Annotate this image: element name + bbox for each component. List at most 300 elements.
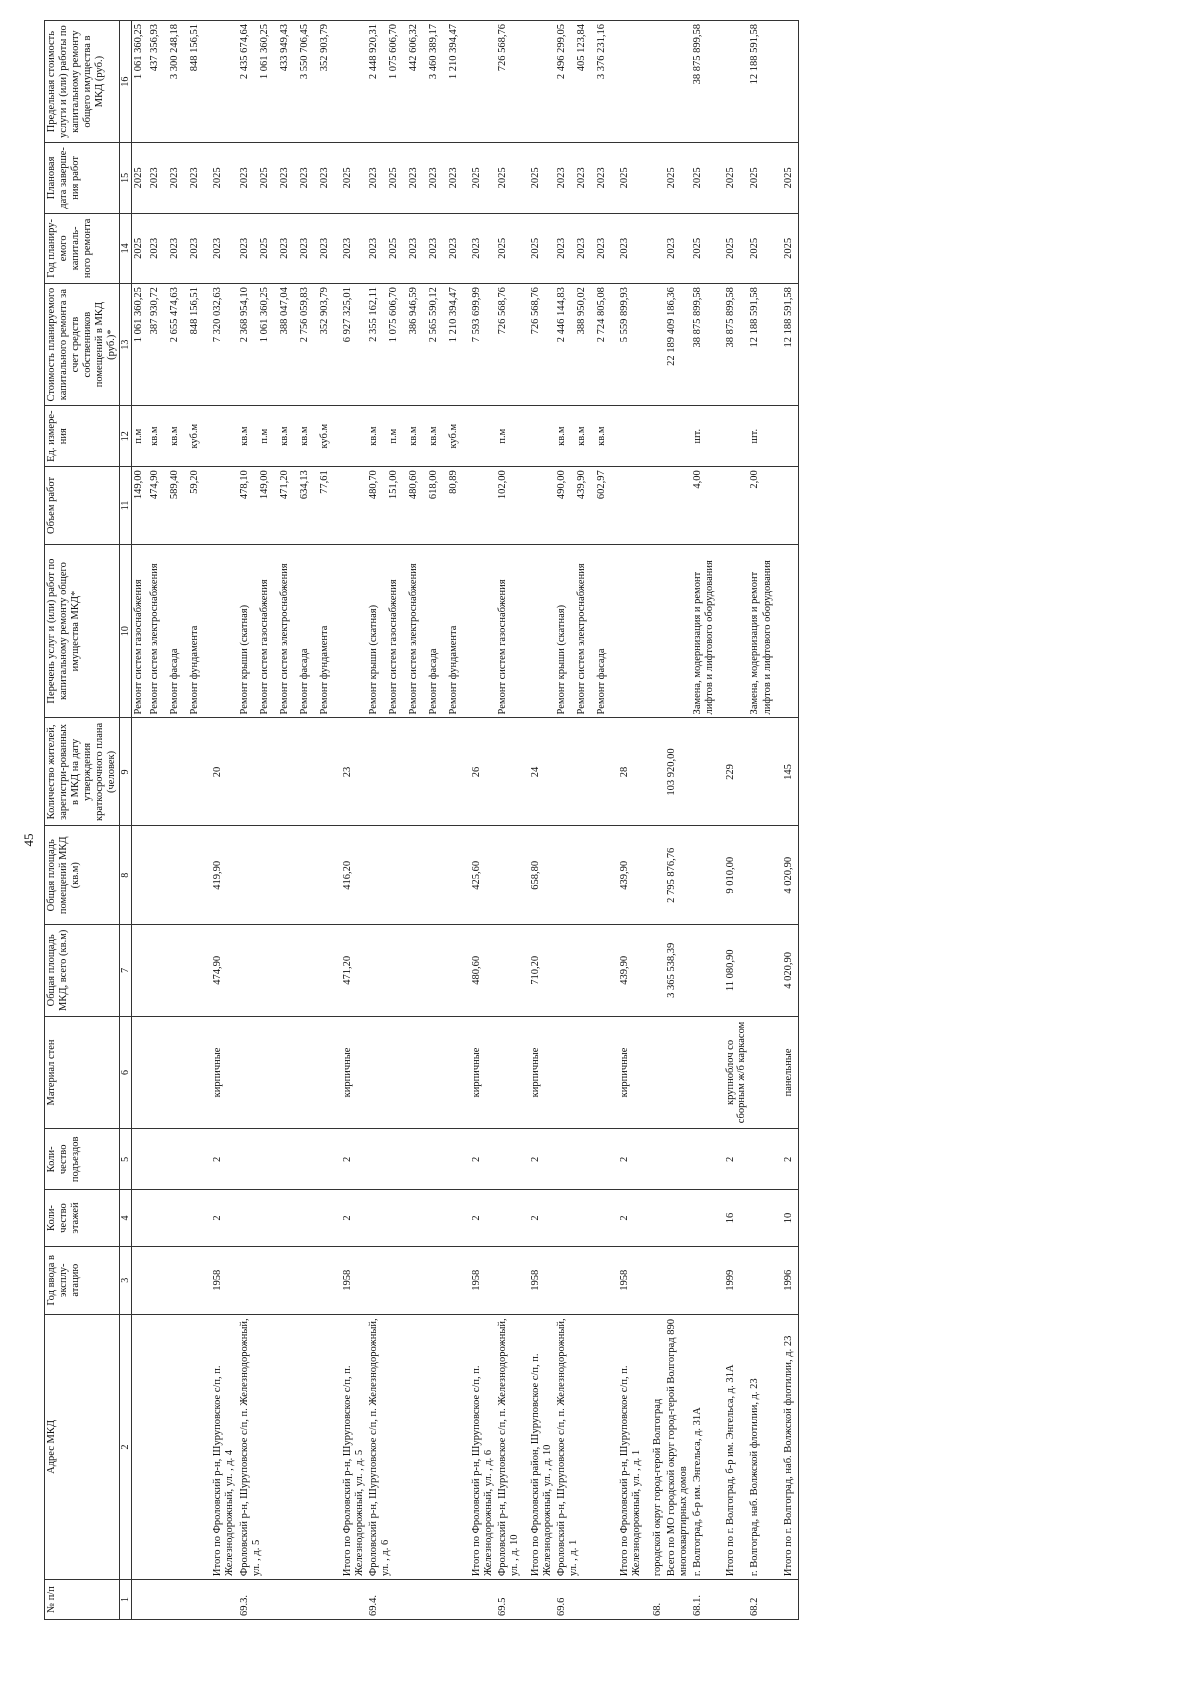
column-number: 7	[120, 925, 132, 1017]
row-number	[611, 1580, 644, 1620]
commission-year	[238, 1246, 334, 1314]
work-item-cell	[496, 544, 522, 718]
floors: 2	[463, 1190, 496, 1246]
premises-area: 425,60	[463, 826, 496, 925]
work-item: Замена, модернизация и ремонт лифтов и лифтового оборудования	[692, 560, 716, 715]
unit-cell	[611, 406, 644, 467]
planned-year: 2025	[387, 237, 399, 259]
work-volume-cell	[148, 467, 204, 544]
unit-cell	[522, 406, 555, 467]
max-cost: 442 606,32	[407, 24, 419, 72]
work-item-cell	[644, 544, 665, 718]
planned-year: 2023	[367, 237, 379, 259]
max-cost-cell	[334, 21, 367, 143]
commission-year	[691, 1246, 717, 1314]
work-item-cell	[717, 544, 748, 718]
planned-cost: 6 927 325,01	[341, 287, 353, 343]
planned-cost: 386 946,59	[407, 287, 419, 335]
unit: куб.м	[318, 423, 330, 449]
planned-year: 2023	[447, 237, 459, 259]
work-item-cell	[334, 544, 367, 718]
total-row	[717, 21, 748, 1620]
completion-date-cell	[611, 143, 644, 213]
address: Всего по МО городской округ город-герой Волгоград 890 многоквартирных домов	[665, 1314, 691, 1579]
table-row	[555, 21, 611, 1620]
wall-material: кирпичные	[204, 1016, 237, 1129]
premises-area: 416,20	[334, 826, 367, 925]
completion-date-cell	[644, 143, 665, 213]
work-volume-cell	[463, 467, 496, 544]
table-row	[238, 21, 334, 1620]
work-volume-cell	[496, 467, 522, 544]
floors: 2	[334, 1190, 367, 1246]
residents: 103 920,00	[665, 718, 691, 826]
planned-cost-cell	[148, 284, 204, 406]
completion-date: 2025	[387, 167, 399, 189]
completion-date: 2025	[133, 167, 145, 189]
planned-cost-cell	[717, 284, 748, 406]
unit: шт.	[692, 428, 704, 444]
unit: кв.м	[298, 426, 310, 446]
address	[148, 1314, 204, 1579]
work-volume: 151,00	[387, 470, 399, 500]
address	[132, 1314, 149, 1579]
floors	[665, 1190, 691, 1246]
work-volume: 80,89	[447, 470, 459, 494]
planned-cost: 22 189 409 186,36	[666, 287, 678, 366]
column-header: Материал стен	[45, 1016, 120, 1129]
work-volume-cell	[204, 467, 237, 544]
work-volume-cell	[238, 467, 334, 544]
column-header: Перечень услуг и (или) работ по капитальному ремонту общего имущества МКД*	[45, 544, 120, 718]
work-item: Ремонт фасада	[169, 648, 181, 715]
max-cost: 2 448 920,31	[367, 24, 379, 80]
work-volume: 589,40	[169, 470, 181, 500]
max-cost: 1 075 606,70	[387, 24, 399, 80]
planned-year: 2023	[238, 237, 250, 259]
work-item-cell	[463, 544, 496, 718]
wall-material	[496, 1016, 522, 1129]
max-cost-cell	[204, 21, 237, 143]
address: городской округ город-герой Волгоград	[644, 1314, 665, 1579]
row-number: 68.1.	[691, 1580, 717, 1620]
max-cost-cell	[555, 21, 611, 143]
completion-date: 2025	[749, 167, 761, 189]
work-item: Ремонт систем газоснабжения	[387, 579, 399, 715]
table-body	[132, 21, 798, 1620]
wall-material: панельные	[775, 1016, 799, 1129]
planned-year: 2023	[169, 237, 181, 259]
column-number: 9	[120, 718, 132, 826]
completion-date-cell	[148, 143, 204, 213]
unit-cell	[132, 406, 149, 467]
planned-cost: 1 075 606,70	[387, 287, 399, 343]
planned-year-cell	[238, 213, 334, 283]
row-number: 68.2	[748, 1580, 774, 1620]
column-number: 15	[120, 143, 132, 213]
table-row	[148, 21, 204, 1620]
planned-year-cell	[496, 213, 522, 283]
wall-material: кирпичные	[611, 1016, 644, 1129]
max-cost: 405 123,84	[576, 24, 587, 72]
unit: кв.м	[367, 426, 379, 446]
work-volume: 480,60	[407, 470, 419, 500]
total-area	[367, 925, 463, 1017]
max-cost-cell	[717, 21, 748, 143]
floors	[555, 1190, 611, 1246]
total-area: 439,90	[611, 925, 644, 1017]
row-number: 69.5	[496, 1580, 522, 1620]
address: Итого по Фроловский р-н, Шуруповское с/п, п. Железнодорожный, ул. , д. 6	[463, 1314, 496, 1579]
planned-year-cell	[665, 213, 691, 283]
premises-area: 2 795 876,76	[665, 826, 691, 925]
max-cost: 3 300 248,18	[169, 24, 181, 80]
unit-cell	[555, 406, 611, 467]
work-item: Ремонт систем электроснабжения	[278, 563, 290, 715]
work-item: Ремонт фасада	[596, 648, 607, 715]
rotated-page	[18, 20, 1158, 1660]
floors: 2	[611, 1190, 644, 1246]
planned-cost-cell	[334, 284, 367, 406]
premises-area	[496, 826, 522, 925]
commission-year: 1996	[775, 1246, 799, 1314]
entrances: 2	[463, 1129, 496, 1190]
planned-cost: 38 875 899,58	[692, 287, 704, 348]
unit: кв.м	[596, 426, 607, 446]
planned-year: 2025	[749, 237, 761, 259]
work-volume-cell	[775, 467, 799, 544]
work-item: Ремонт крыши (скатная)	[556, 604, 567, 715]
planned-year: 2023	[318, 237, 330, 259]
commission-year	[496, 1246, 522, 1314]
entrances	[148, 1129, 204, 1190]
residents: 28	[611, 718, 644, 826]
planned-cost-cell	[691, 284, 717, 406]
premises-area: 9 010,00	[717, 826, 748, 925]
residents	[691, 718, 717, 826]
entrances	[367, 1129, 463, 1190]
max-cost-cell	[522, 21, 555, 143]
planned-year: 2023	[298, 237, 310, 259]
planned-cost: 7 593 699,99	[470, 287, 482, 343]
unit: шт.	[749, 428, 761, 444]
work-volume: 471,20	[278, 470, 290, 500]
planned-cost-cell	[522, 284, 555, 406]
entrances	[238, 1129, 334, 1190]
work-item: Ремонт систем электроснабжения	[149, 563, 161, 715]
column-header: № п/п	[45, 1580, 120, 1620]
completion-date-cell	[132, 143, 149, 213]
completion-date: 2023	[367, 167, 379, 189]
row-number	[522, 1580, 555, 1620]
floors	[644, 1190, 665, 1246]
column-header: Коли-чество этажей	[45, 1190, 120, 1246]
column-header: Общая площадь МКД, всего (кв.м)	[45, 925, 120, 1017]
total-row	[775, 21, 799, 1620]
work-item-cell	[775, 544, 799, 718]
planned-year: 2023	[470, 237, 482, 259]
residents: 24	[522, 718, 555, 826]
completion-date: 2023	[149, 167, 161, 189]
premises-area: 4 020,90	[775, 826, 799, 925]
commission-year	[132, 1246, 149, 1314]
premises-area	[555, 826, 611, 925]
work-volume: 102,00	[496, 470, 508, 500]
completion-date-cell	[463, 143, 496, 213]
unit-cell	[717, 406, 748, 467]
entrances	[665, 1129, 691, 1190]
work-item: Ремонт фасада	[298, 648, 310, 715]
address: Итого по г. Волгоград, наб. Волжской флотилии, д. 23	[775, 1314, 799, 1579]
entrances	[496, 1129, 522, 1190]
planned-year-cell	[334, 213, 367, 283]
completion-date-cell	[665, 143, 691, 213]
planned-year: 2025	[258, 237, 270, 259]
total-area	[238, 925, 334, 1017]
completion-date: 2025	[692, 167, 704, 189]
completion-date: 2023	[576, 167, 587, 189]
unit-cell	[496, 406, 522, 467]
work-volume-cell	[691, 467, 717, 544]
unit-cell	[463, 406, 496, 467]
premises-area	[132, 826, 149, 925]
unit: п.м	[387, 428, 399, 444]
column-number: 3	[120, 1246, 132, 1314]
column-number: 14	[120, 213, 132, 283]
work-item-cell	[132, 544, 149, 718]
commission-year: 1958	[522, 1246, 555, 1314]
planned-year-cell	[611, 213, 644, 283]
work-item: Ремонт систем электроснабжения	[407, 563, 419, 715]
max-cost-cell	[611, 21, 644, 143]
planned-year: 2023	[666, 237, 678, 259]
wall-material	[748, 1016, 774, 1129]
work-item: Ремонт фасада	[427, 648, 439, 715]
max-cost: 2 496 299,05	[556, 24, 567, 80]
planned-cost: 12 188 591,58	[782, 287, 794, 348]
planned-year: 2023	[212, 237, 224, 259]
total-area	[555, 925, 611, 1017]
column-number: 10	[120, 544, 132, 718]
table-row	[496, 21, 522, 1620]
completion-date: 2025	[258, 167, 270, 189]
planned-year: 2023	[341, 237, 353, 259]
premises-area: 658,80	[522, 826, 555, 925]
planned-year: 2023	[407, 237, 419, 259]
total-area: 3 365 538,39	[665, 925, 691, 1017]
work-volume: 439,90	[576, 470, 587, 500]
floors	[748, 1190, 774, 1246]
planned-cost-cell	[555, 284, 611, 406]
row-number: 69.4.	[367, 1580, 463, 1620]
planned-year-cell	[132, 213, 149, 283]
commission-year	[665, 1246, 691, 1314]
completion-date-cell	[748, 143, 774, 213]
row-number: 68.	[644, 1580, 665, 1620]
column-number: 8	[120, 826, 132, 925]
planned-cost: 7 320 032,63	[212, 287, 224, 343]
wall-material: кирпичные	[334, 1016, 367, 1129]
commission-year	[748, 1246, 774, 1314]
address: Фроловский р-н, Шуруповское с/п, п. Железнодорожный, ул. , д. 5	[238, 1314, 334, 1579]
premises-area	[691, 826, 717, 925]
completion-date: 2023	[298, 167, 310, 189]
max-cost: 12 188 591,58	[749, 24, 761, 85]
planned-cost-cell	[611, 284, 644, 406]
entrances: 2	[334, 1129, 367, 1190]
planned-year-cell	[555, 213, 611, 283]
column-header: Объем работ	[45, 467, 120, 544]
total-area	[748, 925, 774, 1017]
residents	[496, 718, 522, 826]
commission-year	[555, 1246, 611, 1314]
work-volume: 634,13	[298, 470, 310, 500]
work-item-cell	[367, 544, 463, 718]
column-number: 2	[120, 1314, 132, 1579]
table-row	[691, 21, 717, 1620]
max-cost: 1 210 394,47	[447, 24, 459, 80]
unit-cell	[644, 406, 665, 467]
floors: 2	[204, 1190, 237, 1246]
row-number	[334, 1580, 367, 1620]
table-row	[132, 21, 149, 1620]
total-row	[611, 21, 644, 1620]
work-item: Ремонт фундамента	[318, 625, 330, 715]
work-item: Замена, модернизация и ремонт лифтов и лифтового оборудования	[749, 560, 773, 715]
completion-date-cell	[555, 143, 611, 213]
planned-cost-cell	[496, 284, 522, 406]
completion-date: 2023	[596, 167, 607, 189]
planned-year-cell	[367, 213, 463, 283]
commission-year: 1958	[463, 1246, 496, 1314]
address: Итого по Фроловский р-н, Шуруповское с/п, п. Железнодорожный, ул. , д. 1	[611, 1314, 644, 1579]
max-cost-cell	[644, 21, 665, 143]
address: Итого по Фроловский район, Шуруповское с/п, п. Железнодорожный, ул. , д. 10	[522, 1314, 555, 1579]
floors	[148, 1190, 204, 1246]
completion-date: 2023	[447, 167, 459, 189]
unit: кв.м	[556, 426, 567, 446]
max-cost: 1 061 360,25	[258, 24, 270, 80]
completion-date-cell	[775, 143, 799, 213]
premises-area	[748, 826, 774, 925]
unit: куб.м	[447, 423, 459, 449]
planned-cost-cell	[775, 284, 799, 406]
planned-year: 2025	[529, 237, 541, 259]
max-cost-cell	[463, 21, 496, 143]
planned-cost: 2 655 474,63	[169, 287, 181, 343]
work-volume: 149,00	[133, 470, 145, 500]
row-number: 69.3.	[238, 1580, 334, 1620]
column-number: 4	[120, 1190, 132, 1246]
residents	[238, 718, 334, 826]
table-row	[748, 21, 774, 1620]
planned-cost: 1 061 360,25	[258, 287, 270, 343]
max-cost: 848 156,51	[189, 24, 201, 72]
wall-material: крупноблоч со сборным ж/б каркасом	[717, 1016, 748, 1129]
completion-date-cell	[691, 143, 717, 213]
max-cost: 437 356,93	[149, 24, 161, 72]
address: Итого по Фроловский р-н, Шуруповское с/п, п. Железнодорожный, ул. , д. 5	[334, 1314, 367, 1579]
max-cost-cell	[665, 21, 691, 143]
column-header: Коли-чество подъездов	[45, 1129, 120, 1190]
wall-material	[148, 1016, 204, 1129]
entrances: 2	[204, 1129, 237, 1190]
floors: 2	[522, 1190, 555, 1246]
work-volume-cell	[132, 467, 149, 544]
entrances: 2	[611, 1129, 644, 1190]
unit: п.м	[258, 428, 270, 444]
planned-year: 2025	[692, 237, 704, 259]
entrances	[748, 1129, 774, 1190]
work-item-cell	[148, 544, 204, 718]
completion-date-cell	[717, 143, 748, 213]
work-item: Ремонт фундамента	[447, 625, 459, 715]
planned-year-cell	[717, 213, 748, 283]
address: г. Волгоград, б-р им. Энгельса, д. 31А	[691, 1314, 717, 1579]
entrances	[555, 1129, 611, 1190]
wall-material	[132, 1016, 149, 1129]
planned-year: 2023	[619, 237, 630, 259]
premises-area: 439,90	[611, 826, 644, 925]
max-cost-cell	[748, 21, 774, 143]
planned-cost: 848 156,51	[189, 287, 201, 335]
commission-year	[148, 1246, 204, 1314]
planned-cost: 38 875 899,58	[725, 287, 737, 348]
work-volume: 474,90	[149, 470, 161, 500]
completion-date: 2025	[341, 167, 353, 189]
premises-area	[238, 826, 334, 925]
wall-material: кирпичные	[522, 1016, 555, 1129]
completion-date: 2023	[407, 167, 419, 189]
table-row	[367, 21, 463, 1620]
row-number	[665, 1580, 691, 1620]
row-number: 69.6	[555, 1580, 611, 1620]
row-number	[775, 1580, 799, 1620]
planned-year: 2023	[576, 237, 587, 259]
premises-area	[148, 826, 204, 925]
unit: кв.м	[238, 426, 250, 446]
column-header: Предельная стоимость услуги и (или) работы по капитальному ремонту общего имущества в МКД (руб.)	[45, 21, 120, 143]
header-row	[45, 21, 120, 1620]
work-item: Ремонт крыши (скатная)	[238, 604, 250, 715]
column-number: 12	[120, 406, 132, 467]
residents	[748, 718, 774, 826]
planned-cost: 352 903,79	[318, 287, 330, 335]
work-item: Ремонт систем газоснабжения	[133, 579, 145, 715]
max-cost: 3 550 706,45	[298, 24, 310, 80]
residents	[132, 718, 149, 826]
total-row	[334, 21, 367, 1620]
planned-cost: 388 950,02	[576, 287, 587, 335]
unit-cell	[748, 406, 774, 467]
max-cost-cell	[238, 21, 334, 143]
completion-date: 2023	[278, 167, 290, 189]
planned-cost: 2 446 144,83	[556, 287, 567, 343]
wall-material	[555, 1016, 611, 1129]
planned-cost-cell	[748, 284, 774, 406]
total-area: 710,20	[522, 925, 555, 1017]
work-item-cell	[611, 544, 644, 718]
total-row	[463, 21, 496, 1620]
address: Итого по г. Волгоград, б-р им. Энгельса, д. 31А	[717, 1314, 748, 1579]
planned-year: 2025	[782, 237, 794, 259]
work-item-cell	[665, 544, 691, 718]
completion-date-cell	[334, 143, 367, 213]
planned-year-cell	[204, 213, 237, 283]
work-item-cell	[748, 544, 774, 718]
max-cost-cell	[367, 21, 463, 143]
unit-cell	[691, 406, 717, 467]
